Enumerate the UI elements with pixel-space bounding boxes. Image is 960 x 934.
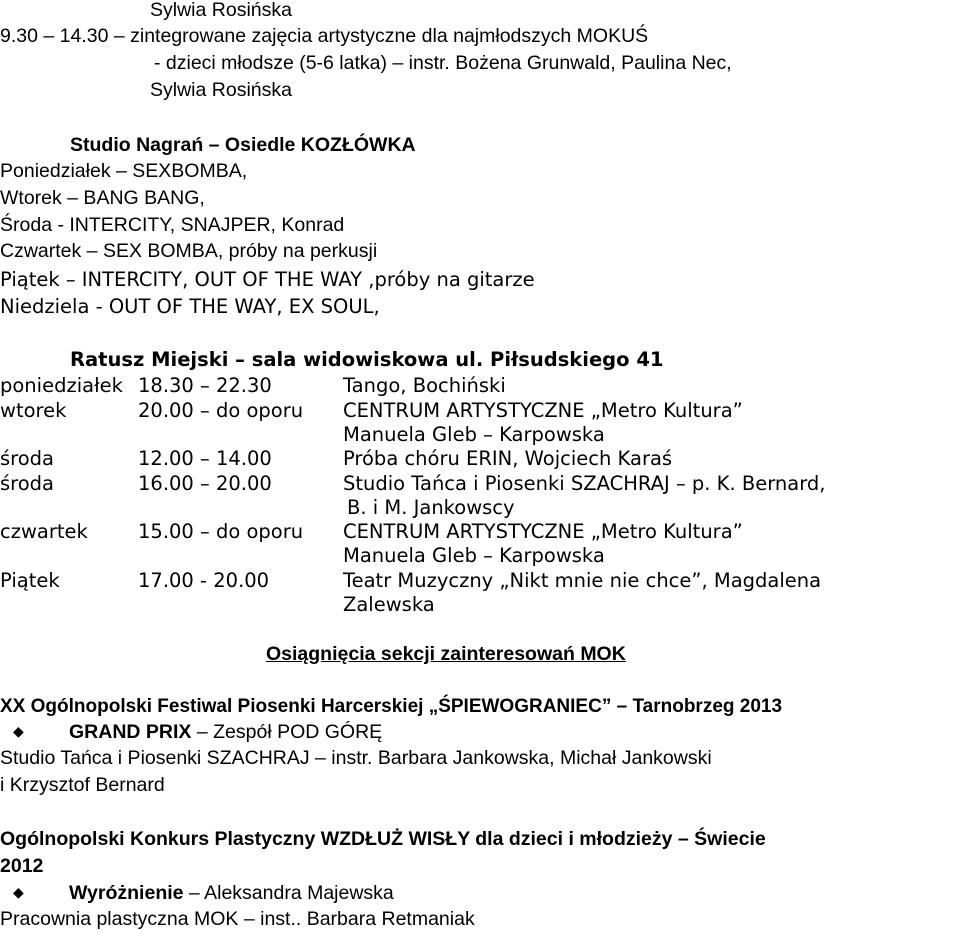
text-line: Pracownia plastyczna MOK – inst.. Barbara Retmaniak xyxy=(0,908,475,930)
award-recipient: – Aleksandra Majewska xyxy=(183,882,394,904)
text-line: i Krzysztof Bernard xyxy=(0,774,165,796)
desc-cell: CENTRUM ARTYSTYCZNE „Metro Kultura” xyxy=(343,399,743,422)
text-line: Czwartek – SEX BOMBA, próby na perkusji xyxy=(0,240,378,262)
text-line: Niedziela - OUT OF THE WAY, EX SOUL, xyxy=(0,295,380,318)
time-cell: 20.00 – do oporu xyxy=(138,399,304,422)
text-line: - dzieci młodsze (5-6 latka) – instr. Bożena Grunwald, Paulina Nec, xyxy=(154,52,732,74)
day-cell: środa xyxy=(0,447,55,470)
text-line: Środa - INTERCITY, SNAJPER, Konrad xyxy=(0,214,345,236)
award-name: GRAND PRIX xyxy=(69,721,192,743)
desc-cell: Manuela Gleb – Karpowska xyxy=(343,423,605,446)
award-recipient: – Zespół POD GÓRĘ xyxy=(191,721,383,743)
time-cell: 12.00 – 14.00 xyxy=(138,447,272,470)
text-line: Poniedziałek – SEXBOMBA, xyxy=(0,160,248,182)
contest-title-continuation: 2012 xyxy=(0,855,44,877)
day-cell: środa xyxy=(0,472,55,495)
text-line: Piątek – INTERCITY, OUT OF THE WAY ,próby na gitarze xyxy=(0,268,535,291)
day-cell: czwartek xyxy=(0,520,88,543)
time-cell: 16.00 – 20.00 xyxy=(138,472,272,495)
section-title: Studio Nagrań – Osiedle KOZŁÓWKA xyxy=(70,134,416,156)
text-line: Studio Tańca i Piosenki SZACHRAJ – instr. Barbara Jankowska, Michał Jankowski xyxy=(0,747,712,769)
text-line: Sylwia Rosińska xyxy=(150,79,292,101)
desc-cell: Próba chóru ERIN, Wojciech Karaś xyxy=(343,447,673,470)
diamond-bullet-icon: ◆ xyxy=(13,885,24,901)
festival-title: XX Ogólnopolski Festiwal Piosenki Harcerskiej „ŚPIEWOGRANIEC” – Tarnobrzeg 2013 xyxy=(0,696,783,717)
text-line: Sylwia Rosińska xyxy=(150,0,292,21)
text-line: 9.30 – 14.30 – zintegrowane zajęcia artystyczne dla najmłodszych MOKUŚ xyxy=(0,25,649,47)
contest-title: Ogólnopolski Konkurs Plastyczny WZDŁUŻ WISŁY dla dzieci i młodzieży – Świecie xyxy=(0,828,766,850)
day-cell: wtorek xyxy=(0,399,67,422)
desc-cell: Manuela Gleb – Karpowska xyxy=(343,544,605,567)
desc-cell: Studio Tańca i Piosenki SZACHRAJ – p. K. Bernard, xyxy=(343,472,826,495)
time-cell: 18.30 – 22.30 xyxy=(138,374,272,397)
diamond-bullet-icon: ◆ xyxy=(13,724,24,740)
day-cell: Piątek xyxy=(0,569,60,592)
text-line: Wtorek – BANG BANG, xyxy=(0,187,205,209)
desc-cell: B. i M. Jankowscy xyxy=(347,496,515,519)
achievements-heading: Osiągnięcia sekcji zainteresowań MOK xyxy=(266,643,626,665)
desc-cell: Teatr Muzyczny „Nikt mnie nie chce”, Magdalena xyxy=(343,569,822,592)
section-title: Ratusz Miejski – sala widowiskowa ul. Piłsudskiego 41 xyxy=(70,348,664,371)
day-cell: poniedziałek xyxy=(0,374,123,397)
desc-cell: CENTRUM ARTYSTYCZNE „Metro Kultura” xyxy=(343,520,743,543)
desc-cell: Tango, Bochiński xyxy=(343,374,506,397)
time-cell: 15.00 – do oporu xyxy=(138,520,304,543)
award-name: Wyróżnienie xyxy=(69,882,184,904)
desc-cell: Zalewska xyxy=(343,593,435,616)
time-cell: 17.00 - 20.00 xyxy=(138,569,270,592)
